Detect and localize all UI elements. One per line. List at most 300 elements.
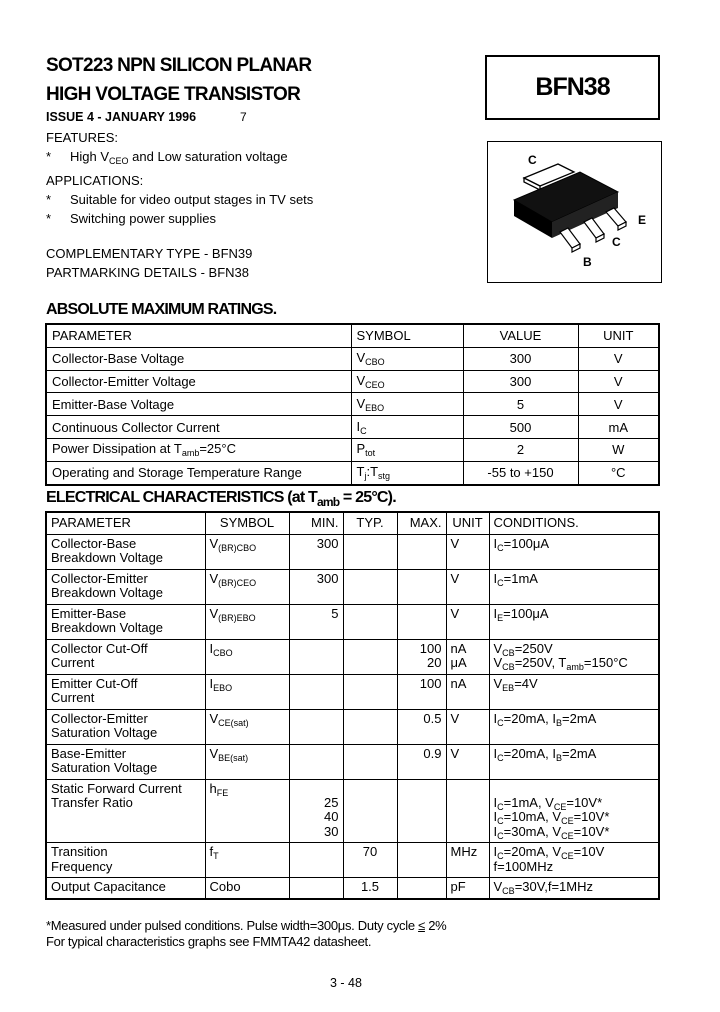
condition-sub: C	[497, 801, 504, 812]
symbol-sub: tot	[365, 448, 376, 459]
unit-cell	[446, 569, 489, 604]
min-value	[294, 677, 339, 692]
symbol-sub: CBO	[365, 357, 385, 368]
elec-header-cell: MIN.	[289, 512, 343, 534]
title-line-1: SOT223 NPN SILICON PLANAR	[46, 55, 312, 76]
elec-row	[46, 674, 659, 709]
value-cell: 300	[463, 347, 578, 370]
abs-max-row	[46, 438, 659, 461]
elec-row	[46, 639, 659, 674]
elec-header-cell: PARAMETER	[46, 512, 205, 534]
condition-line	[494, 712, 655, 727]
application-item	[46, 209, 466, 228]
condition-sub: C	[497, 816, 504, 826]
part-number: BFN38	[535, 73, 610, 101]
unit-cell	[446, 878, 489, 899]
typ-value	[348, 642, 393, 657]
conditions-cell	[489, 569, 659, 604]
symbol-cell	[351, 438, 463, 461]
symbol-line	[210, 642, 285, 657]
typ-value	[348, 782, 393, 797]
condition-text: V	[493, 640, 503, 656]
parameter-cell: Collector-Emitter Voltage	[46, 370, 351, 393]
condition-text: =2mA	[562, 710, 597, 726]
parameter-cell	[46, 674, 205, 709]
symbol-text: P	[356, 441, 366, 457]
unit-cell: V	[578, 393, 659, 416]
min-value	[294, 642, 339, 657]
condition-text: =250V, T	[514, 655, 567, 670]
conditions-cell	[489, 534, 659, 569]
parameter-cell: Collector-Base Voltage	[46, 347, 351, 370]
parameter-line-2: Saturation Voltage	[51, 760, 158, 775]
condition-line	[494, 845, 655, 860]
elec-table	[45, 511, 660, 900]
value-cell: 5	[463, 393, 578, 416]
typ-cell	[343, 843, 397, 878]
feature-text: High V	[70, 149, 110, 164]
typ-cell	[343, 639, 397, 674]
parameter-cell	[46, 878, 205, 899]
elec-title	[46, 489, 396, 509]
condition-sub: EB	[502, 682, 515, 693]
condition-text: =100μA	[503, 535, 550, 551]
feature-item	[46, 147, 466, 171]
elec-row	[46, 534, 659, 569]
parameter-text-post: =25°C	[199, 441, 236, 457]
max-cell	[397, 779, 446, 843]
condition-line	[494, 607, 655, 622]
value-cell: 2	[463, 438, 578, 461]
symbol-cell	[351, 370, 463, 393]
parameter-cell	[46, 639, 205, 674]
condition-sub: CE	[561, 830, 574, 841]
symbol-text: V	[209, 745, 219, 761]
unit-value: V	[450, 535, 460, 551]
min-value: 5	[331, 605, 339, 621]
min-value: 300	[316, 570, 339, 586]
parameter-line-1: Collector Cut-Off	[51, 640, 148, 656]
unit-cell: °C	[578, 461, 659, 484]
elec-header-cell: UNIT	[446, 512, 489, 534]
elec-row	[46, 569, 659, 604]
symbol-cell	[205, 604, 289, 639]
symbol-cell	[351, 416, 463, 439]
symbol-sub: BE(sat)	[218, 752, 249, 763]
condition-text: =20mA, I	[503, 745, 557, 761]
unit-cell	[446, 604, 489, 639]
pin-label-e: E	[638, 213, 647, 227]
condition-sub: amb	[566, 662, 584, 672]
application-text: Suitable for video output stages in TV sets	[70, 192, 314, 207]
condition-text: f=100MHz	[493, 858, 554, 874]
symbol-cell	[205, 744, 289, 779]
symbol-line	[210, 880, 285, 895]
condition-sub: C	[497, 542, 504, 553]
unit-cell: V	[578, 370, 659, 393]
parameter-line-1: Emitter Cut-Off	[51, 675, 138, 691]
condition-text: =10V	[573, 844, 605, 859]
abs-max-header-cell: VALUE	[463, 324, 578, 347]
elec-title-post: = 25°C).	[339, 489, 396, 506]
min-cell	[289, 843, 343, 878]
max-value: 100	[419, 640, 442, 656]
conditions-cell	[489, 843, 659, 878]
min-cell	[289, 569, 343, 604]
condition-line	[494, 796, 655, 811]
elec-header-cell: SYMBOL	[205, 512, 289, 534]
max-value	[402, 845, 442, 860]
parameter-cell: Continuous Collector Current	[46, 416, 351, 439]
max-cell	[397, 709, 446, 744]
application-item	[46, 190, 466, 209]
bullet: *	[46, 149, 52, 164]
parameter-line-1: Collector-Emitter	[51, 710, 148, 726]
abs-max-row	[46, 416, 659, 439]
conditions-cell	[489, 878, 659, 899]
condition-text: V	[493, 655, 503, 670]
condition-line	[494, 880, 655, 895]
symbol-sub: EBO	[365, 402, 385, 413]
footnote-text: *Measured under pulsed conditions. Pulse width=300μs. Duty cycle	[46, 918, 419, 933]
abs-max-header-cell: UNIT	[578, 324, 659, 347]
abs-max-row	[46, 347, 659, 370]
max-value: 100	[419, 675, 442, 691]
symbol-sub: (BR)CBO	[218, 542, 257, 553]
typ-value	[348, 537, 393, 552]
symbol-line	[210, 747, 285, 762]
typ-value	[348, 677, 393, 692]
symbol-text: f	[209, 844, 214, 859]
conditions-cell	[489, 639, 659, 674]
condition-text: =1mA	[503, 570, 538, 586]
conditions-cell	[489, 709, 659, 744]
condition-text: =20mA, I	[503, 710, 557, 726]
symbol-line	[210, 845, 285, 860]
pin-label-c: C	[612, 235, 621, 249]
symbol-cell	[351, 393, 463, 416]
title-line-2: HIGH VOLTAGE TRANSISTOR	[46, 84, 301, 105]
max-cell	[397, 878, 446, 899]
max-cell	[397, 534, 446, 569]
symbol-text: I	[209, 640, 214, 656]
parameter-line-1: Emitter-Base	[51, 605, 127, 621]
elec-header-cell: MAX.	[397, 512, 446, 534]
typ-value	[348, 712, 393, 727]
symbol-text: V	[209, 570, 219, 586]
unit-cell	[446, 639, 489, 674]
condition-text: V	[493, 879, 503, 894]
symbol-cell	[205, 639, 289, 674]
typ-value: 1.5	[360, 879, 380, 894]
issue-mark: 7	[240, 110, 247, 124]
condition-text: =2mA	[562, 745, 597, 761]
elec-header-cell: CONDITIONS.	[489, 512, 659, 534]
parameter-line-2: Current	[51, 690, 95, 705]
max-value	[402, 607, 442, 622]
unit-value: pF	[450, 879, 466, 894]
condition-text: I	[493, 535, 498, 551]
typ-cell	[343, 878, 397, 899]
elec-row	[46, 843, 659, 878]
conditions-cell	[489, 604, 659, 639]
symbol-sub: CBO	[213, 647, 233, 658]
parameter-line-2: Breakdown Voltage	[51, 585, 164, 600]
condition-sub: B	[556, 717, 563, 728]
feature-text-post: and Low saturation voltage	[128, 149, 288, 164]
typ-value	[348, 572, 393, 587]
value-cell: 500	[463, 416, 578, 439]
typ-cell	[343, 674, 397, 709]
min-value: 25	[324, 794, 339, 810]
typ-cell	[343, 744, 397, 779]
condition-sub: C	[497, 830, 504, 841]
symbol-text: V	[356, 372, 366, 388]
footnote-pulsed	[46, 918, 446, 935]
condition-text: I	[493, 823, 498, 839]
symbol-line	[210, 782, 285, 797]
page-number: 3 - 48	[330, 976, 362, 990]
abs-max-header-row	[46, 324, 659, 347]
min-cell	[289, 779, 343, 843]
parameter-line-1: Base-Emitter	[51, 745, 127, 761]
condition-sub: B	[556, 752, 563, 763]
condition-sub: C	[497, 752, 504, 763]
unit-cell	[446, 674, 489, 709]
partmarking-details: PARTMARKING DETAILS - BFN38	[46, 265, 249, 280]
complementary-type: COMPLEMENTARY TYPE - BFN39	[46, 246, 253, 261]
condition-line	[494, 537, 655, 552]
condition-text: =30mA, V	[503, 823, 562, 839]
parameter-cell	[46, 744, 205, 779]
symbol-sub: CE(sat)	[218, 717, 249, 728]
unit-cell	[446, 744, 489, 779]
elec-row	[46, 878, 659, 899]
max-cell	[397, 604, 446, 639]
bullet: *	[46, 211, 52, 226]
footnote-text-post: 2%	[424, 918, 447, 933]
condition-text: I	[493, 809, 498, 824]
elec-title-text: ELECTRICAL CHARACTERISTICS (at T	[46, 489, 317, 506]
min-value: 30	[324, 823, 339, 839]
unit-cell: W	[578, 438, 659, 461]
parameter-cell	[46, 779, 205, 843]
condition-text: I	[493, 745, 498, 761]
min-cell	[289, 674, 343, 709]
min-value: 40	[324, 809, 339, 824]
condition-sub: CB	[502, 662, 515, 672]
symbol-sub: EBO	[213, 682, 233, 693]
parameter-line-1: Collector-Base	[51, 535, 137, 551]
pin-label-c-top: C	[528, 153, 537, 167]
min-value	[294, 747, 339, 762]
features-block	[46, 128, 466, 282]
min-cell	[289, 639, 343, 674]
typ-value	[348, 607, 393, 622]
pin-label-b: B	[583, 255, 592, 269]
symbol-sub: FE	[216, 787, 229, 798]
condition-text: =250V	[514, 640, 553, 656]
min-cell	[289, 534, 343, 569]
condition-sub: C	[497, 577, 504, 588]
condition-text: =1mA, V	[503, 794, 554, 810]
max-value	[402, 572, 442, 587]
value-cell: 300	[463, 370, 578, 393]
condition-line	[494, 860, 655, 875]
min-cell	[289, 744, 343, 779]
abs-max-header-cell: PARAMETER	[46, 324, 351, 347]
symbol-sub: C	[360, 425, 367, 436]
typ-cell	[343, 534, 397, 569]
max-cell	[397, 744, 446, 779]
condition-line	[494, 825, 655, 840]
unit-value	[451, 782, 485, 797]
parameter-line-2: Transfer Ratio	[51, 795, 133, 810]
condition-text: =10V*	[566, 794, 603, 810]
typ-value: 70	[362, 844, 378, 859]
abs-max-table	[45, 323, 660, 486]
unit-value: V	[450, 570, 460, 586]
parameter-cell	[46, 569, 205, 604]
bullet: *	[46, 192, 52, 207]
condition-sub: E	[497, 612, 504, 623]
parameter-text: Power Dissipation at T	[52, 441, 182, 457]
max-value: 0.5	[423, 710, 442, 726]
symbol-cell	[351, 347, 463, 370]
condition-text: I	[493, 605, 498, 621]
max-cell	[397, 639, 446, 674]
package-drawing-box	[487, 141, 662, 283]
typ-cell	[343, 604, 397, 639]
parameter-line-2: Breakdown Voltage	[51, 620, 164, 635]
min-cell	[289, 878, 343, 899]
footnote-symbol: ≤	[418, 918, 425, 933]
min-cell	[289, 709, 343, 744]
parameter-line-1: Output Capacitance	[51, 879, 166, 894]
condition-sub: CE	[561, 816, 574, 826]
condition-line	[494, 656, 655, 671]
symbol-line	[210, 677, 285, 692]
symbol-line	[210, 712, 285, 727]
min-value	[294, 712, 339, 727]
elec-row	[46, 779, 659, 843]
typ-cell	[343, 709, 397, 744]
parameter-line-1: Collector-Emitter	[51, 570, 148, 586]
parameter-line-1: Static Forward Current	[51, 780, 182, 796]
condition-line	[494, 747, 655, 762]
condition-text: I	[493, 710, 498, 726]
symbol-sub: stg	[378, 471, 391, 482]
unit-value: V	[450, 605, 460, 621]
parameter-line-2: Current	[51, 655, 95, 670]
condition-sub: CB	[502, 647, 515, 658]
condition-text: =4V	[514, 675, 538, 691]
symbol-sub: (BR)CEO	[218, 577, 257, 588]
symbol-cell	[205, 843, 289, 878]
features-heading: FEATURES:	[46, 130, 118, 145]
min-value: 300	[316, 535, 339, 551]
condition-sub: CB	[502, 886, 515, 896]
max-value	[402, 782, 442, 797]
parameter-cell	[46, 438, 351, 461]
abs-max-row	[46, 461, 659, 484]
conditions-cell	[489, 674, 659, 709]
condition-text: =150°C	[583, 655, 628, 670]
parameter-cell: Emitter-Base Voltage	[46, 393, 351, 416]
unit-cell: mA	[578, 416, 659, 439]
unit-value: V	[450, 745, 460, 761]
value-cell: -55 to +150	[463, 461, 578, 484]
parameter-line-2: Saturation Voltage	[51, 725, 158, 740]
parameter-line-1: Transition	[51, 844, 108, 859]
condition-line	[494, 642, 655, 657]
condition-text: =10V*	[573, 809, 610, 824]
parameter-cell	[46, 709, 205, 744]
elec-row	[46, 604, 659, 639]
condition-line	[494, 572, 655, 587]
symbol-cell	[205, 674, 289, 709]
max-cell	[397, 843, 446, 878]
symbol-cell	[205, 709, 289, 744]
unit-value: nA	[450, 675, 467, 691]
parameter-sub: amb	[181, 448, 200, 459]
sot223-package-icon	[488, 142, 661, 282]
max-value: 20	[427, 655, 442, 670]
symbol-cell	[205, 878, 289, 899]
condition-text: =20mA, V	[503, 844, 562, 859]
unit-cell: V	[578, 347, 659, 370]
application-text: Switching power supplies	[70, 211, 216, 226]
condition-sub: C	[497, 851, 504, 861]
symbol-cell	[205, 779, 289, 843]
max-value: 0.9	[423, 745, 442, 761]
max-cell	[397, 674, 446, 709]
symbol-text: T	[356, 464, 365, 480]
unit-value: μA	[450, 655, 467, 670]
symbol-text: I	[356, 418, 361, 434]
max-value	[402, 880, 442, 895]
symbol-text: h	[209, 780, 217, 796]
conditions-cell	[489, 779, 659, 843]
parameter-cell	[46, 604, 205, 639]
typ-cell	[343, 779, 397, 843]
parameter-line-2: Breakdown Voltage	[51, 550, 164, 565]
elec-header-cell: TYP.	[343, 512, 397, 534]
parameter-cell: Operating and Storage Temperature Range	[52, 465, 302, 481]
symbol-cell	[205, 569, 289, 604]
symbol-cell	[205, 534, 289, 569]
typ-cell	[343, 569, 397, 604]
parameter-cell	[46, 843, 205, 878]
max-cell	[397, 569, 446, 604]
symbol-cell	[351, 461, 463, 484]
symbol-text: V	[209, 710, 219, 726]
condition-text: =10mA, V	[503, 809, 562, 824]
feature-sub: CEO	[109, 156, 129, 166]
typ-value	[348, 747, 393, 762]
condition-line	[494, 810, 655, 825]
unit-value: MHz	[450, 844, 478, 859]
symbol-text: Cobo	[209, 879, 241, 894]
min-value	[294, 845, 339, 860]
condition-sub: CE	[561, 851, 574, 861]
abs-max-header-cell: SYMBOL	[351, 324, 463, 347]
applications-heading: APPLICATIONS:	[46, 173, 144, 188]
condition-sub: CE	[553, 801, 567, 812]
elec-row	[46, 709, 659, 744]
elec-header-row	[46, 512, 659, 534]
abs-max-title: ABSOLUTE MAXIMUM RATINGS.	[46, 301, 277, 318]
